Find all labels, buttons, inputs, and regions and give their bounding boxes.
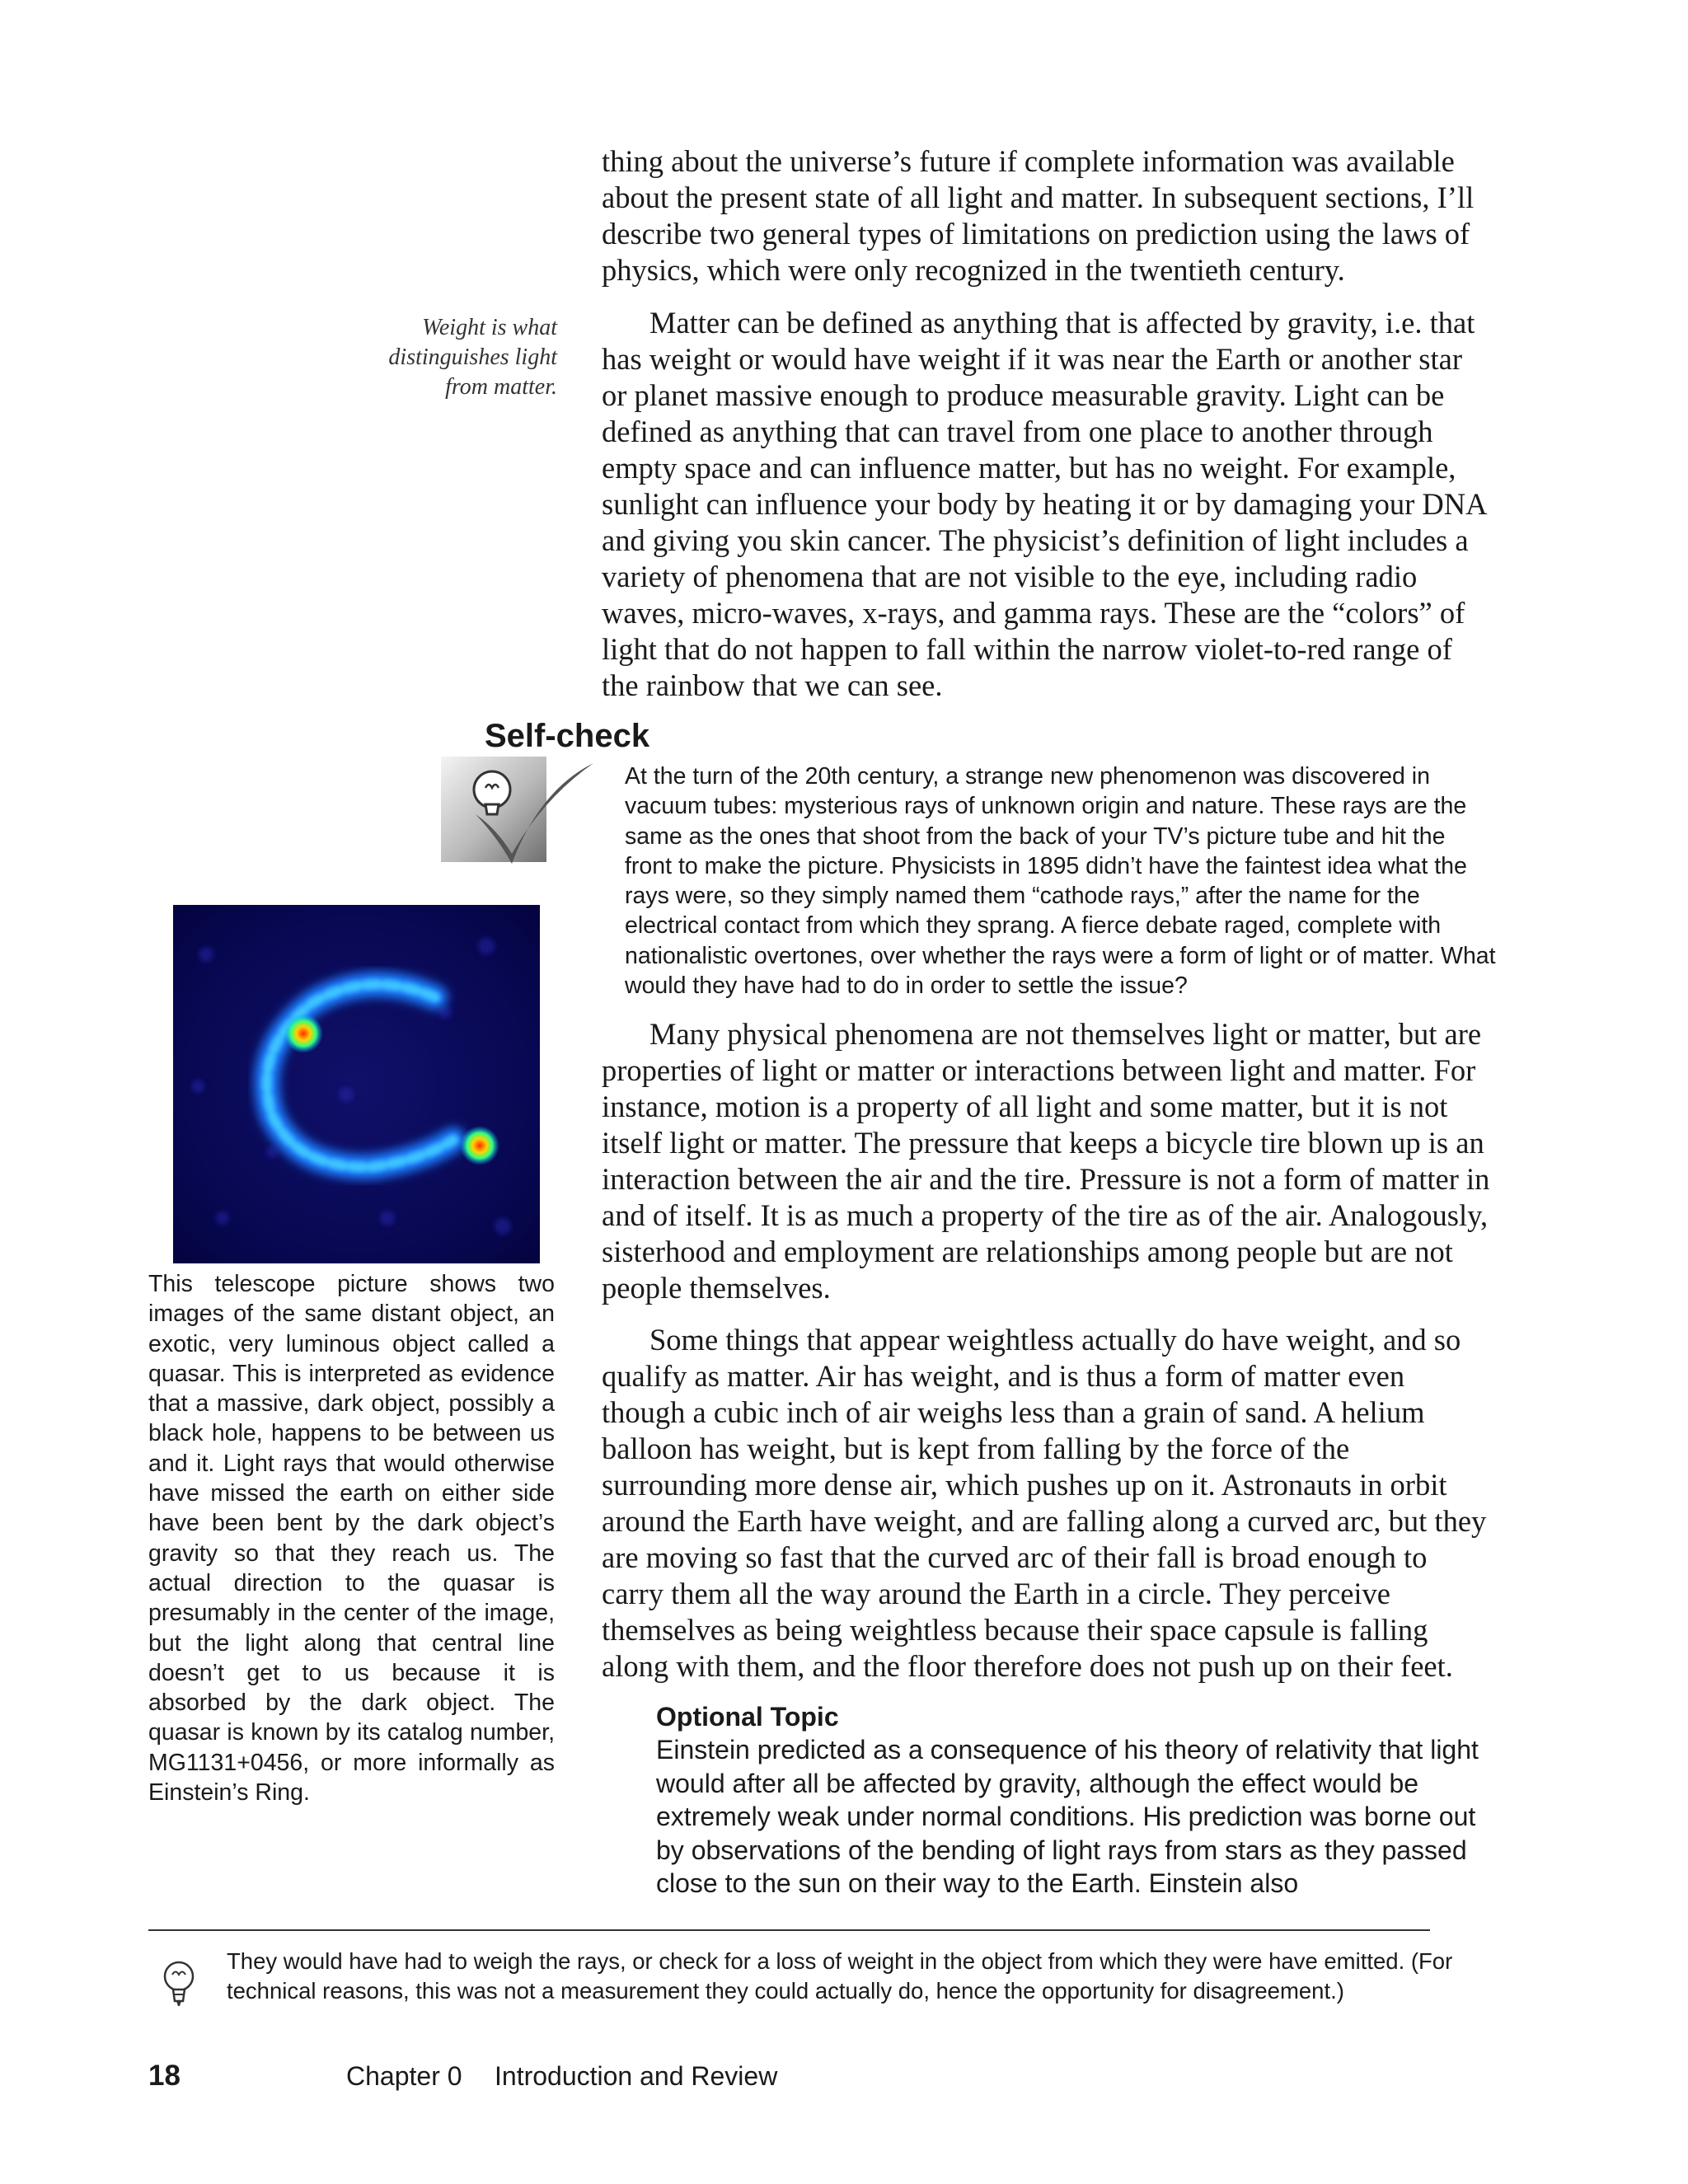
footnote-divider xyxy=(148,1929,1430,1931)
optional-topic-box xyxy=(656,1700,1505,1900)
footnote-answer: They would have had to weigh the rays, or check for a loss of weight in the object from which they were have emitted. (For technical reasons, this was not a measurement they could actually do, hence the opportunity for disagreement.) xyxy=(227,1948,1453,2004)
paragraph-matter-definition: Matter can be defined as anything that is affected by gravity, i.e. that has weight or would have weight if it was near the Earth or another star or planet massive enough to produce measurable gravity. Light can be defined as anything that can travel from one place to another through empty space and can influence matter, but has no weight. For example, sunlight can influence your body by heating it or by damaging your DNA and giving you skin cancer. The physicist’s definition of light includes a variety of phenomena that are not visible to the eye, including radio waves, micro-waves, x-rays, and gamma rays. These are the “colors” of light that do not happen to fall within the narrow violet-to-red range of the rainbow that we can see. xyxy=(602,306,1486,702)
page-number: 18 xyxy=(148,2060,181,2092)
self-check-question: At the turn of the 20th century, a strange new phenomenon was discovered in vacuum tubes: mysterious rays of unknown origin and nature. These rays are the same as the ones that shoot from the back of your TV’s picture tube and hit the front to make the picture. Physicists in 1895 didn’t have the faintest idea what the rays were, so they simply named them “cathode rays,” after the name for the electrical contact from which they sprang. A fierce debate raged, complete with nationalistic overtones, over whether the rays were a form of light or of matter. What would they have had to do in order to settle the issue? xyxy=(625,763,1496,1000)
self-check-heading: Self-check xyxy=(485,718,650,754)
margin-note: Weight is what distinguishes light from matter. xyxy=(388,315,557,400)
lightbulb-checkmark-icon xyxy=(441,757,598,872)
paragraph-top: thing about the universe’s future if complete information was available about the present state of all light and matter. In subsequent sections, I’ll describe two general types of limitations on prediction using the laws of physics, which were only recognized in the twentieth century. xyxy=(602,144,1475,287)
einstein-ring-telescope-image xyxy=(173,905,540,1263)
paragraph-phenomena: Many physical phenomena are not themselves light or matter, but are properties of light or matter or interactions between light and matter. For instance, motion is a property of all light and some matter, but it is not itself light or matter. The pressure that keeps a bicycle tire blown up is an interaction between the air and the tire. Pressure is not a form of matter in and of itself. It is as much a property of the tire as of the air. Analogously, sisterhood and employment are relationships among people but are not people themselves. xyxy=(602,1017,1490,1305)
optional-topic-title: Optional Topic xyxy=(656,1702,839,1732)
chapter-label: Chapter 0 xyxy=(346,2061,462,2091)
chapter-title: Introduction and Review xyxy=(495,2061,778,2091)
lightbulb-icon xyxy=(162,1960,196,2011)
optional-topic-text: Einstein predicted as a consequence of his theory of relativity that light would after all be affected by gravity, although the effect would be extremely weak under normal conditions. His prediction was borne out by observations of the bending of light rays from stars as they passed close to the sun on their way to the Earth. Einstein also xyxy=(656,1735,1479,1898)
paragraph-weightless: Some things that appear weightless actually do have weight, and so qualify as matter. Air has weight, and is thus a form of matter even though a cubic inch of air weighs less than a grain of sand. A helium balloon has weight, but is kept from falling by the force of the surrounding more dense air, which pushes up on it. Astronauts in orbit around the Earth have weight, and are falling along a curved arc, but they are moving so fast that the curved arc of their fall is broad enough to carry them all the way around the Earth in a circle. They perceive themselves as being weightless because their space capsule is falling along with them, and the floor therefore does not push up on their feet. xyxy=(602,1323,1487,1683)
figure-caption: This telescope picture shows two images of the same distant object, an exotic, very luminous object called a quasar. This is interpreted as evidence that a massive, dark object, possibly a black hole, happens to be between us and it. Light rays that would otherwise have missed the earth on either side have been bent by the dark object’s gravity so that they reach us. The actual direction to the quasar is presumably in the center of the image, but the light along that central line doesn’t get to us because it is absorbed by the dark object. The quasar is known by its catalog number, MG1131+0456, or more informally as Einstein’s Ring. xyxy=(148,1271,555,1807)
